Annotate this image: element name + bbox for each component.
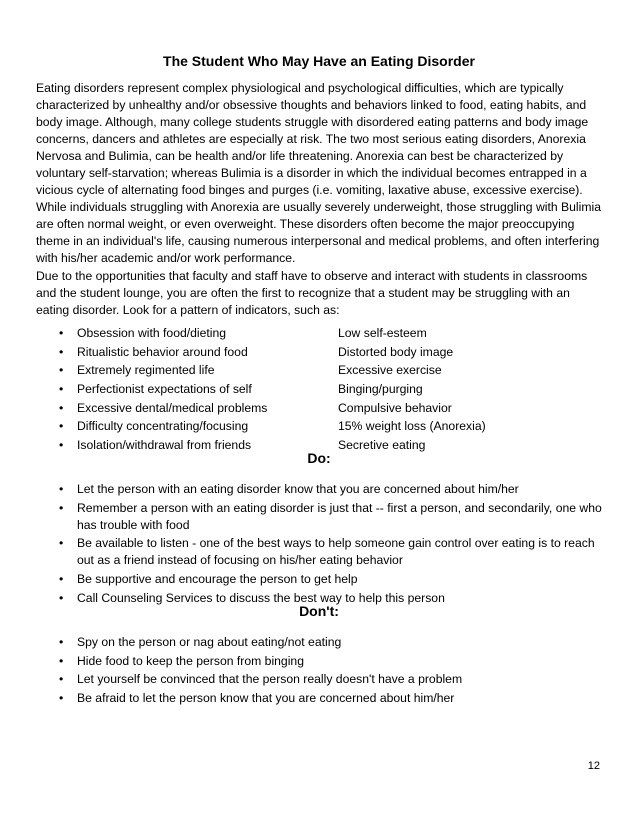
indicator-item: Distorted body image xyxy=(338,344,454,359)
bullet: • xyxy=(59,326,64,340)
do-list xyxy=(36,481,602,608)
bullet: • xyxy=(59,691,64,706)
do-list-item xyxy=(36,571,602,588)
indicator-item: Isolation/withdrawal from friends xyxy=(77,438,252,453)
do-item-text: Let the person with an eating disorder know that you are concerned about him/her xyxy=(77,482,519,496)
indicator-item: Binging/purging xyxy=(338,382,423,397)
intro-paragraph: Eating disorders represent complex physiological and psychological difficulties, which are typically characterized by unhealthy and/or obsessive thoughts and behaviors linked to food, eating habits, and body image. Although, many college students struggle with disordered eating patterns and body image concerns, dancers and athletes are especially at risk. The two most serious eating disorders, Anorexia Nervosa and Bulimia, can be health and/or life threatening. Anorexia can best be characterized by voluntary self-starvation; whereas Bulimia is a disorder in which the individual becomes entrapped in a vicious cycle of alternating food binges and purges (i.e. vomiting, laxative abuse, excessive exercise). While individuals struggling with Anorexia are usually severely underweight, those struggling with Bulimia are often normal weight, or even overweight. These disorders often become the major preoccupying theme in an individual's life, causing numerous interpersonal and medical problems, and often interfering with his/her academic and/or work performance. xyxy=(36,81,601,265)
page-number: 12 xyxy=(587,760,600,772)
bullet: • xyxy=(59,438,64,453)
indicator-item: Difficulty concentrating/focusing xyxy=(77,419,249,434)
indicator-item: Obsession with food/dieting xyxy=(77,326,227,340)
dont-list-item xyxy=(36,634,602,651)
dont-list-item xyxy=(36,671,602,688)
bullet: • xyxy=(59,482,64,496)
indicator-item: 15% weight loss (Anorexia) xyxy=(338,419,486,434)
do-item-text: Be available to listen - one of the best ways to help someone gain control over eating is to reach out as a friend instead of focusing on his/her eating behavior xyxy=(77,536,595,568)
dont-item-text: Be afraid to let the person know that you are concerned about him/her xyxy=(77,691,455,706)
indicator-item: Ritualistic behavior around food xyxy=(77,344,248,359)
bullet: • xyxy=(59,653,64,668)
indicators-intro-paragraph: Due to the opportunities that faculty and staff have to observe and interact with students in classrooms and the student lounge, you are often the first to recognize that a student may be struggling with an eating disorder. Look for a pattern of indicators, such as: xyxy=(36,269,588,317)
bullet: • xyxy=(59,572,64,587)
dont-item-text: Let yourself be convinced that the person really doesn't have a problem xyxy=(77,672,463,687)
indicator-row xyxy=(36,361,602,380)
do-item-text: Remember a person with an eating disorder is just that -- first a person, and secondarily, one who has trouble with food xyxy=(77,500,602,532)
indicator-row xyxy=(36,399,602,418)
do-list-item xyxy=(36,535,602,569)
bullet: • xyxy=(59,419,64,434)
do-heading: Do: xyxy=(307,450,331,466)
indicator-item: Excessive exercise xyxy=(338,363,442,378)
indicator-row xyxy=(36,343,602,362)
dont-heading: Don't: xyxy=(299,603,339,619)
indicator-item: Excessive dental/medical problems xyxy=(77,400,268,415)
bullet: • xyxy=(59,590,64,605)
dont-list-item xyxy=(36,690,602,707)
indicator-item: Perfectionist expectations of self xyxy=(77,382,252,397)
indicator-row xyxy=(36,380,602,399)
dont-list xyxy=(36,634,602,709)
bullet: • xyxy=(59,363,64,378)
dont-list-item xyxy=(36,653,602,670)
bullet: • xyxy=(59,672,64,687)
page-title: The Student Who May Have an Eating Disorder xyxy=(163,53,475,69)
bullet: • xyxy=(59,400,64,415)
dont-item-text: Hide food to keep the person from binging xyxy=(77,653,304,668)
indicator-item: Secretive eating xyxy=(338,438,426,453)
do-list-item xyxy=(36,481,602,498)
bullet: • xyxy=(59,382,64,397)
indicator-item: Extremely regimented life xyxy=(77,363,215,378)
indicator-list xyxy=(36,324,602,455)
bullet: • xyxy=(59,536,64,551)
bullet: • xyxy=(59,344,64,359)
indicator-row xyxy=(36,417,602,436)
bullet: • xyxy=(59,500,64,515)
do-list-item xyxy=(36,500,602,534)
indicator-item: Compulsive behavior xyxy=(338,400,452,415)
indicator-row xyxy=(36,324,602,343)
dont-item-text: Spy on the person or nag about eating/not eating xyxy=(77,635,342,649)
do-item-text: Call Counseling Services to discuss the best way to help this person xyxy=(77,590,445,605)
do-item-text: Be supportive and encourage the person to get help xyxy=(77,572,358,587)
bullet: • xyxy=(59,635,64,649)
indicator-item: Low self-esteem xyxy=(338,326,427,340)
